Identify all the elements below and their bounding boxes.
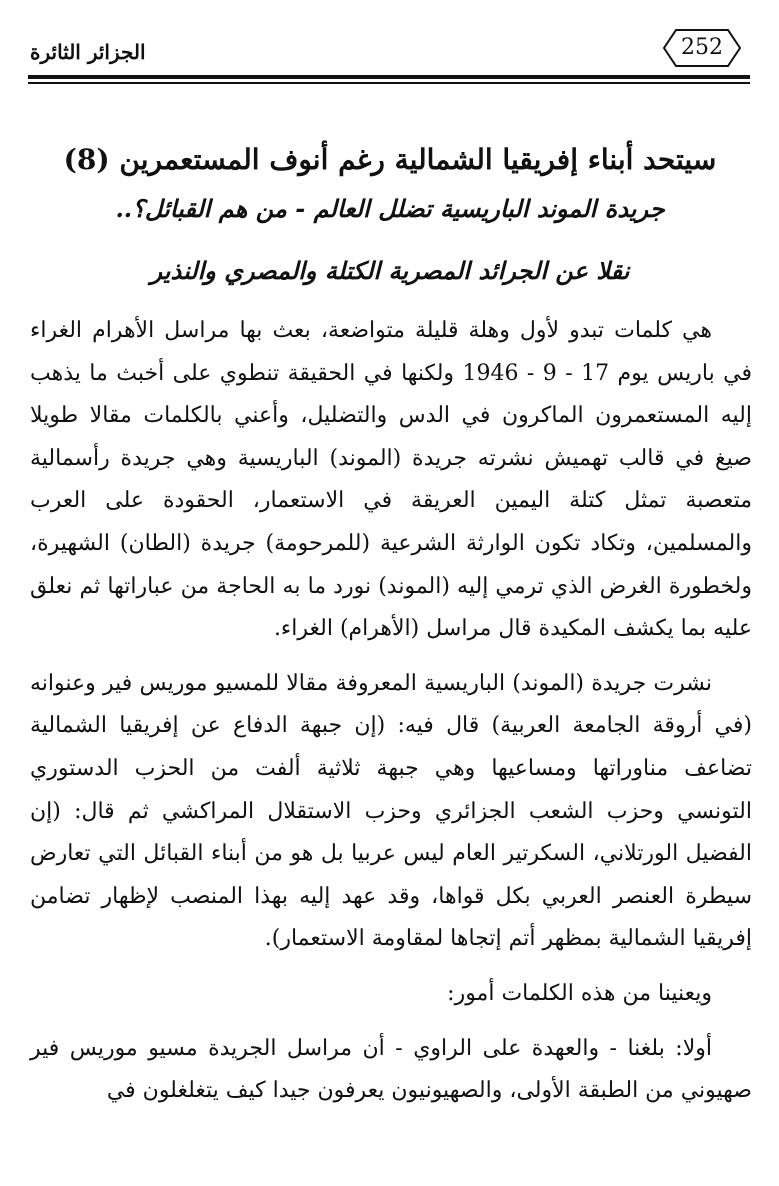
- page-number-badge: [662, 28, 742, 68]
- body-paragraph: نشرت جريدة (الموند) الباريسية المعروفة مقالا للمسيو موريس فير وعنوانه (في أروقة الجامعة العربية) قال فيه: (إن جبهة الدفاع عن إفريقيا الشمالية تضاعف مناوراتها ومساعيها وهي جبهة ثلاثية ألفت من الحزب الدستوري التونسي وحزب الشعب الجزائري وحزب الاستقلال المراكشي ثم قال: (إن الفضيل الورتلاني، السكرتير العام ليس عربيا بل هو من أبناء القبائل التي تعارض سيطرة العنصر العربي بكل قواها، وقد عهد إليه بهذا المنصب لإظهار تضامن إفريقيا الشمالية بمظهر أتم إتجاها لمقاومة الاستعمار).: [30, 670, 752, 952]
- article-subtitle: جريدة الموند الباريسية تضلل العالم - من هم القبائل؟..: [115, 194, 665, 223]
- article-title: سيتحد أبناء إفريقيا الشمالية رغم أنوف المستعمرين (8): [63, 143, 717, 176]
- body-paragraph: هي كلمات تبدو لأول وهلة قليلة متواضعة، بعث بها مراسل الأهرام الغراء في باريس يوم 17 - 9 - 1946 ولكنها في الحقيقة تنطوي على أخبث ما يذهب إليه المستعمرون الماكرون في الدس والتضليل، وأعني بالكلمات مقالا طويلا صيغ في قالب تهميش نشرته جريدة (الموند) الباريسية وهي جريدة رأسمالية متعصبة تمثل كتلة اليمين العريقة في الاستعمار، الحقودة على العرب والمسلمين، وتكاد تكون الوارثة الشرعية (للمرحومة) جريدة (الطان) الشهيرة، ولخطورة الغرض الذي ترمي إليه (الموند) نورد ما به الحاجة من عباراتها ثم نعلق عليه بما يكشف المكيدة قال مراسل (الأهرام) الغراء.: [30, 318, 753, 642]
- header-rule-thick: [28, 75, 750, 79]
- body-paragraph: أولا: بلغنا - والعهدة على الراوي - أن مراسل الجريدة مسيو موريس فير صهيوني من الطبقة الأولى، والصهيونيون يعرفون جيدا كيف يتغلغلون في: [30, 1035, 752, 1104]
- running-head: الجزائر الثائرة: [30, 40, 146, 64]
- article-body: [30, 310, 752, 1113]
- page-number: 252: [681, 35, 723, 60]
- article-source: نقلا عن الجرائد المصرية الكتلة والمصري والنذير: [150, 256, 630, 285]
- header-rule-thin: [28, 82, 750, 84]
- body-paragraph: ويعنينا من هذه الكلمات أمور:: [447, 980, 712, 1006]
